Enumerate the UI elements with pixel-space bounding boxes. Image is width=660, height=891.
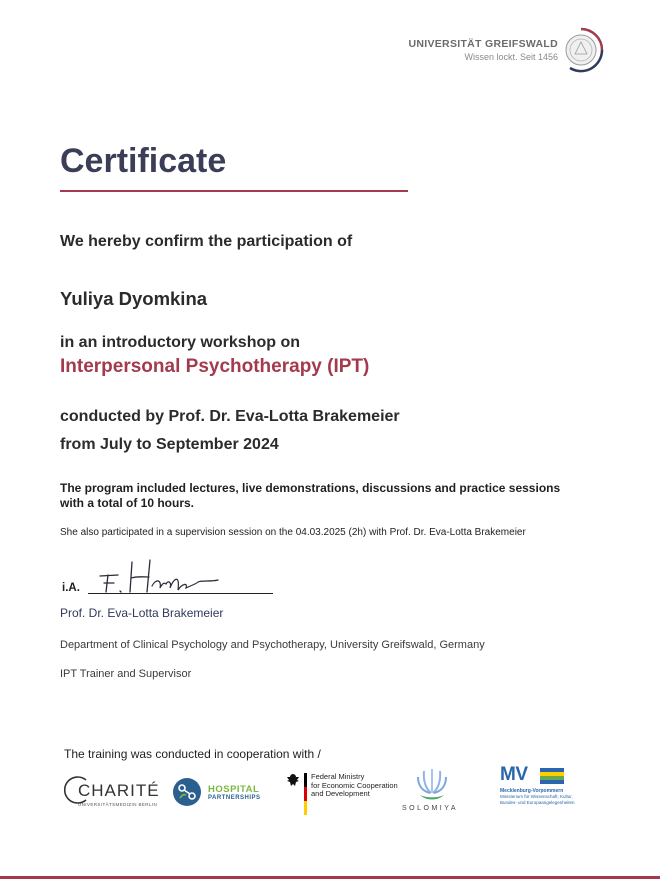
title-underline bbox=[60, 190, 408, 192]
participant-name: Yuliya Dyomkina bbox=[60, 288, 208, 309]
bmz-line3: and Development bbox=[311, 789, 370, 798]
hospital-partnerships-icon bbox=[172, 777, 202, 807]
charite-logo bbox=[64, 775, 160, 815]
bmz-logo bbox=[286, 771, 396, 819]
mv-abbreviation: MV bbox=[500, 764, 528, 785]
university-motto: Wissen lockt. Seit 1456 bbox=[464, 52, 558, 62]
hospital-partnerships-line1: HOSPITAL bbox=[208, 784, 260, 795]
charite-subtitle: UNIVERSITÄTSMEDIZIN BERLIN bbox=[78, 802, 158, 807]
bmz-line1: Federal Ministry bbox=[311, 772, 365, 781]
certificate-title: Certificate bbox=[60, 142, 227, 180]
solomiya-name: SOLOMIYA bbox=[402, 805, 459, 812]
mv-state-name: Mecklenburg-Vorpommern bbox=[500, 788, 564, 794]
footer-rule bbox=[0, 876, 660, 879]
handwritten-signature bbox=[92, 556, 232, 596]
confirmation-text: We hereby confirm the participation of bbox=[60, 233, 353, 250]
workshop-title: Interpersonal Psychotherapy (IPT) bbox=[60, 356, 370, 377]
workshop-period: from July to September 2024 bbox=[60, 436, 279, 453]
signer-department: Department of Clinical Psychology and Psychotherapy, University Greifswald, Germany bbox=[60, 639, 485, 651]
cooperation-text: The training was conducted in cooperation with / bbox=[64, 747, 321, 761]
hospital-partnerships-logo bbox=[172, 777, 272, 811]
signer-name: Prof. Dr. Eva-Lotta Brakemeier bbox=[60, 606, 224, 620]
bmz-name bbox=[311, 773, 401, 799]
program-description: The program included lectures, live demonstrations, discussions and practice sessions with a total of 10 hours. bbox=[60, 481, 561, 510]
university-name: UNIVERSITÄT GREIFSWALD bbox=[408, 38, 558, 50]
charite-name: CHARITÉ bbox=[78, 781, 160, 800]
conducted-by: conducted by Prof. Dr. Eva-Lotta Brakemeier bbox=[60, 408, 400, 425]
german-flag-bar bbox=[304, 773, 307, 815]
university-seal-icon bbox=[558, 27, 604, 73]
bmz-line2: for Economic Cooperation bbox=[311, 780, 398, 790]
solomiya-logo bbox=[398, 767, 470, 817]
signature-prefix: i.A. bbox=[62, 582, 80, 594]
mv-ministry-name: Ministerium für Wissenschaft, Kultur, Bundes- und Europaangelegenheiten bbox=[500, 794, 575, 805]
solomiya-flower-icon bbox=[410, 767, 454, 803]
supervision-note: She also participated in a supervision session on the 04.03.2025 (2h) with Prof. Dr. Eva-Lotta Brakemeier bbox=[60, 527, 526, 538]
signature-line bbox=[88, 593, 273, 594]
hospital-partnerships-line2: PARTNERSHIPS bbox=[208, 795, 261, 801]
mv-logo bbox=[500, 766, 580, 816]
federal-eagle-icon bbox=[286, 773, 300, 787]
intro-text: in an introductory workshop on bbox=[60, 334, 300, 351]
signer-role: IPT Trainer and Supervisor bbox=[60, 668, 192, 680]
mv-flag-icon bbox=[540, 768, 564, 784]
